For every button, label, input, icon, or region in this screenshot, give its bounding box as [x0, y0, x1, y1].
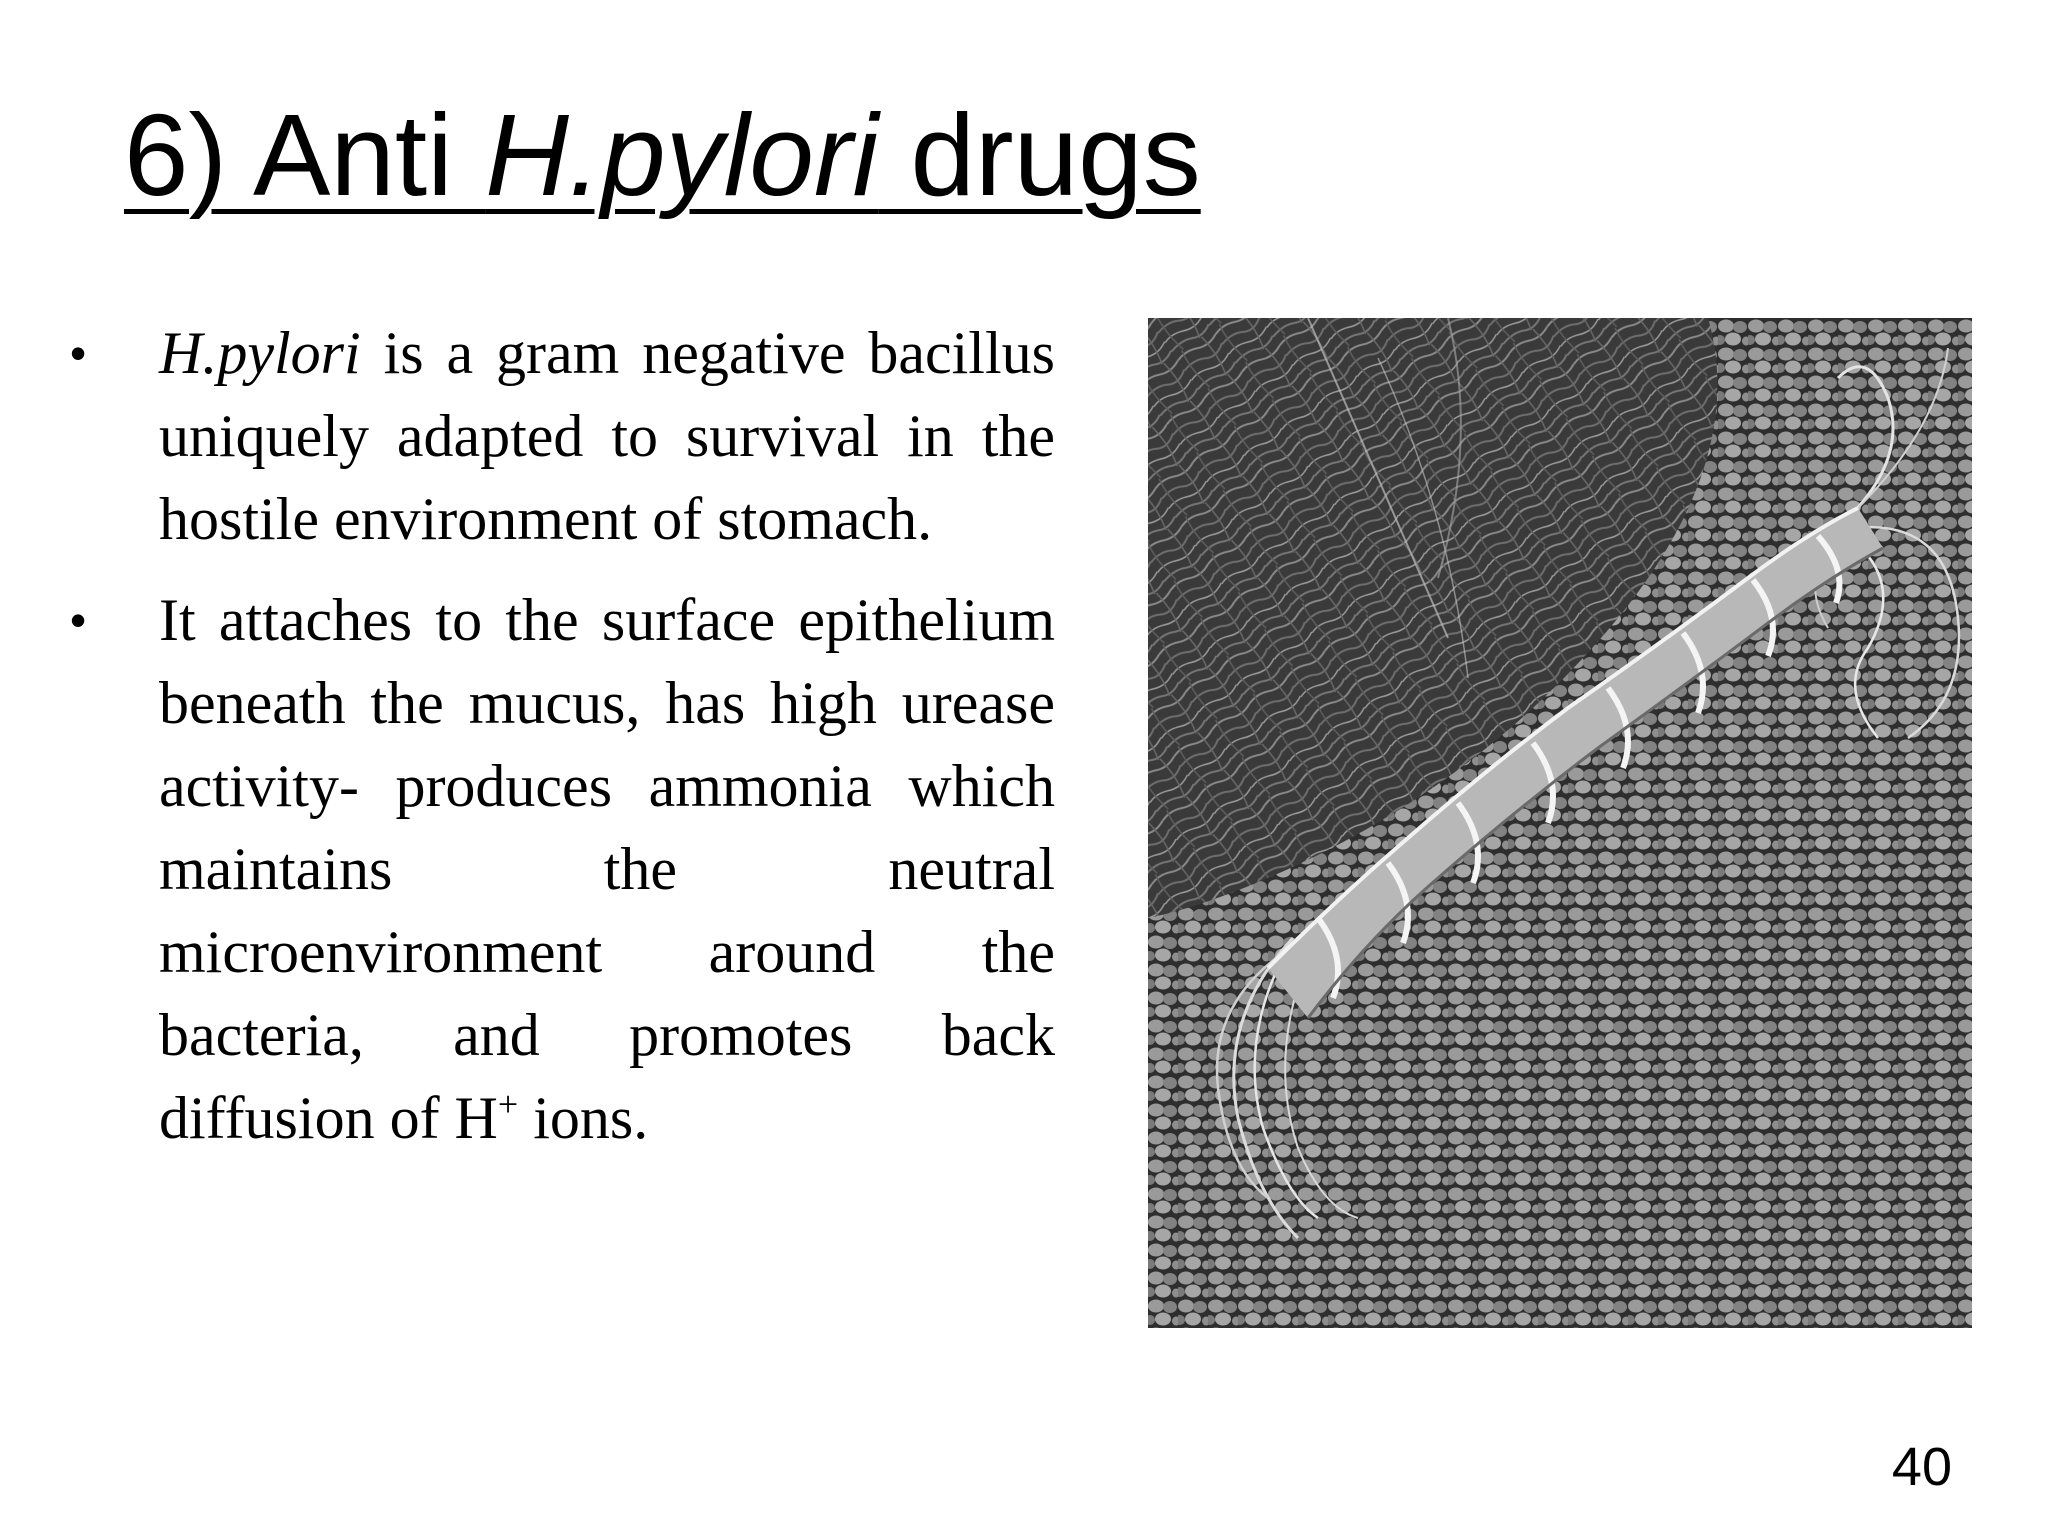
slide-title — [124, 80, 1201, 230]
bullet-1-text: is a gram negative bacillus uniquely adapted to survival in the hostile environment of stomach. — [159, 320, 1055, 552]
bullet-2-text: It attaches to the surface epithelium beneath the mucus, has high urease activity- produces ammonia which maintains the neutral microenvironment around the bacteria, and promotes back diffusion of H — [159, 587, 1055, 1151]
title-prefix: 6) Anti — [124, 90, 486, 220]
bullet-dot: • — [70, 327, 87, 379]
title-italic: H.pylori — [485, 90, 879, 220]
page-number: 40 — [1891, 1437, 1952, 1497]
bullet-2-superscript: + — [497, 1084, 519, 1124]
bullet-item-2 — [70, 579, 1055, 1160]
bullet-2-text-after: ions. — [518, 1085, 649, 1151]
sem-micrograph-image — [1148, 318, 1972, 1328]
bullet-item-1 — [70, 312, 1055, 561]
title-suffix: drugs — [878, 90, 1201, 220]
bullet-list — [70, 312, 1055, 1178]
bullet-1-italic-lead: H.pylori — [159, 320, 361, 386]
bullet-dot: • — [70, 594, 87, 646]
